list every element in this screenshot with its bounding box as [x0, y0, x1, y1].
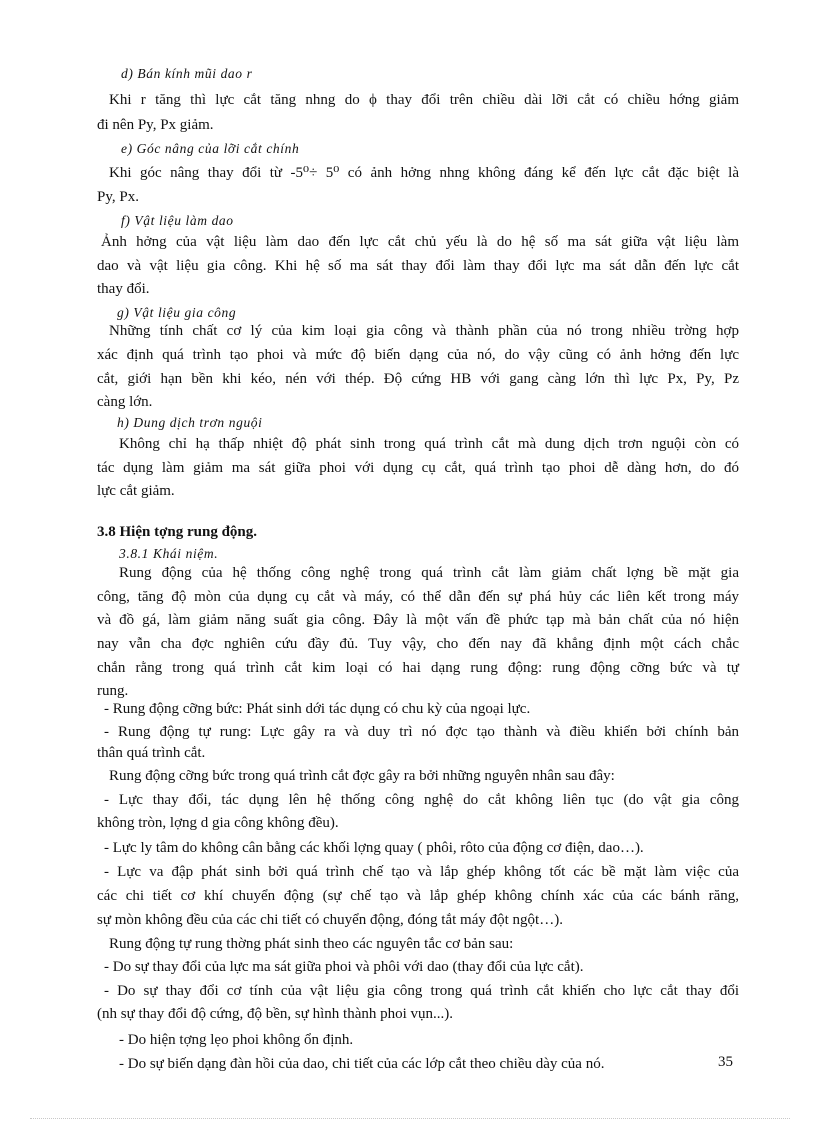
heading-f: f) Vật liệu làm dao — [121, 213, 234, 228]
text-line: thân quá trình cắt. — [97, 745, 206, 761]
text-line: Khi r tăng thì lực cắt tăng nhng do ϕ thay đổi trên chiều dài lỡi cắt có chiều hớng giảm — [109, 92, 739, 108]
text-line: Rung động của hệ thống công nghệ trong quá trình cắt làm giảm chất lợng bề mặt gia — [119, 565, 739, 581]
text-line: sự mòn không đều của các chi tiết có chuyển động, đóng tắt máy đột ngột…). — [97, 912, 563, 928]
list-item: - Rung động cỡng bức: Phát sinh dới tác dụng có chu kỳ của ngoại lực. — [104, 701, 531, 717]
text-line: công, tăng độ mòn của dụng cụ cắt và máy, có thể dẫn đến sự phá hủy các liên kết trong máy — [97, 589, 739, 605]
text-line: tác dụng làm giảm ma sát giữa phoi với dụng cụ cắt, quá trình tạo phoi dễ dàng hơn, do đó — [97, 460, 739, 476]
text-line: Ảnh hởng của vật liệu làm dao đến lực cắt chủ yếu là do hệ số ma sát giữa vật liệu làm — [101, 234, 739, 250]
list-item: - Lực ly tâm do không cân bằng các khối lợng quay ( phôi, rôto của động cơ điện, dao…). — [104, 840, 644, 856]
text-line: Rung động cỡng bức trong quá trình cắt đợc gây ra bởi những nguyên nhân sau đây: — [109, 768, 615, 784]
heading-d: d) Bán kính mũi dao r — [121, 66, 253, 81]
text-line: và đồ gá, làm giảm năng suất gia công. Đây là một vấn đề phức tạp mà bản chất của nó hiện — [97, 612, 739, 628]
text-line: Những tính chất cơ lý của kim loại gia công và thành phần của nó trong nhiều trờng hợp — [109, 323, 739, 339]
heading-h: h) Dung dịch trơn nguội — [117, 415, 263, 430]
list-item: - Lực thay đổi, tác dụng lên hệ thống công nghệ do cắt không liên tục (do vật gia công — [104, 792, 739, 808]
text-line: nay vẫn cha đợc nghiên cứu đầy đủ. Tuy vậy, cho đến nay đã khẳng định một cách chắc — [97, 636, 739, 652]
text-line: Không chỉ hạ thấp nhiệt độ phát sinh trong quá trình cắt mà dung dịch trơn nguội còn có — [119, 436, 739, 452]
text-line: cắt, giới hạn bền khi kéo, nén với thép. Độ cứng HB với gang càng lớn thì lực Px, Py, Pz — [97, 371, 739, 387]
list-item: - Do sự biến dạng đàn hồi của dao, chi tiết của các lớp cắt theo chiều dày của nó. — [119, 1056, 605, 1072]
heading-g: g) Vật liệu gia công — [117, 305, 237, 320]
text-line: đi nên Py, Px giảm. — [97, 117, 214, 133]
text-line: Khi góc nâng thay đổi từ -5⁰÷ 5⁰ có ảnh hởng nhng không đáng kể đến lực cắt đặc biệt là — [109, 165, 739, 181]
list-item: - Lực va đập phát sinh bởi quá trình chế tạo và lắp ghép không tốt các bề mặt làm việc của — [104, 864, 739, 880]
text-line: xác định quá trình tạo phoi và mức độ biến dạng của nó, do vậy cũng có ảnh hởng đến lực — [97, 347, 739, 363]
text-line: các chi tiết cơ khí chuyển động (sự chế tạo và lắp ghép không chính xác của các bánh răng, — [97, 888, 739, 904]
text-line: lực cắt giảm. — [97, 483, 175, 499]
text-line: càng lớn. — [97, 394, 153, 410]
text-line: thay đổi. — [97, 281, 150, 297]
section-title: 3.8 Hiện tợng rung động. — [97, 524, 258, 540]
text-line: không tròn, lợng d gia công không đều). — [97, 815, 339, 831]
bottom-divider — [30, 1118, 790, 1119]
heading-e: e) Góc nâng của lỡi cắt chính — [121, 141, 300, 156]
text-line: (nh sự thay đổi độ cứng, độ bền, sự hình thành phoi vụn...). — [97, 1006, 454, 1022]
text-line: Rung động tự rung thờng phát sinh theo các nguyên tắc cơ bản sau: — [109, 936, 514, 952]
page-number: 35 — [718, 1054, 733, 1070]
list-item: - Do hiện tợng lẹo phoi không ổn định. — [119, 1032, 354, 1048]
text-line: rung. — [97, 683, 129, 699]
list-item: - Do sự thay đổi cơ tính của vật liệu gia công trong quá trình cắt khiến cho lực cắt thay đổi — [104, 983, 739, 999]
list-item: - Do sự thay đổi của lực ma sát giữa phoi và phôi với dao (thay đổi của lực cắt). — [104, 959, 584, 975]
list-item: - Rung động tự rung: Lực gây ra và duy trì nó đợc tạo thành và điều khiển bởi chính bản — [104, 724, 739, 740]
text-line: dao và vật liệu gia công. Khi hệ số ma sát thay đổi làm thay đổi lực ma sát dẫn đến lực cắt — [97, 258, 739, 274]
text-line: chắn rằng trong quá trình cắt kim loại có hai dạng rung động: rung động cỡng bức và tự — [97, 660, 739, 676]
text-line: Py, Px. — [97, 189, 139, 205]
subsection-title: 3.8.1 Khái niệm. — [119, 546, 219, 561]
